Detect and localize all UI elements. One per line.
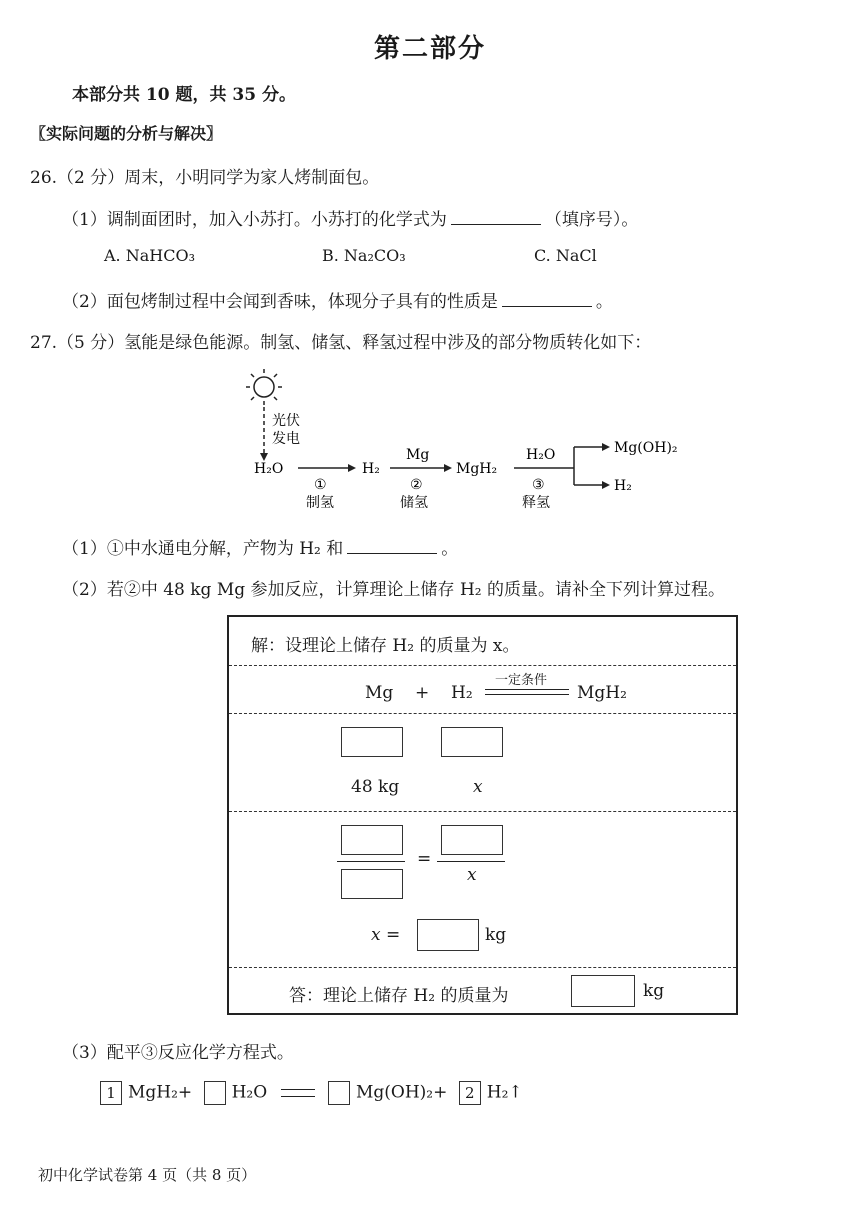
q26-part2-tail: 。 [595,292,613,312]
q27-part1-tail: 。 [441,539,459,559]
eq-double-line-bottom [485,694,569,695]
eq-h2: H₂ [451,683,473,703]
sun-icon [246,369,282,405]
step-3-number: ③ [532,477,545,493]
q26-option-a: A. NaHCO₃ [104,246,195,265]
step-2-label: 储氢 [400,495,428,511]
down-arrow-head [260,453,268,461]
x-equals-label: x = [371,925,401,945]
calc-row-answer [229,967,736,1013]
balance-term-h2: H₂↑ [486,1082,523,1103]
h2-intermediate: H₂ [362,461,380,477]
ratio-right-fraction-bar [437,861,505,862]
ratio-numerator-right-input[interactable] [441,825,503,855]
equation-equals-sign [281,1089,315,1097]
q26-stem: 26.（2 分）周末，小明同学为家人烤制面包。 [30,168,380,188]
h2o-reagent: H₂O [526,447,556,463]
step-1-label: 制氢 [306,495,334,511]
h2-product: H₂ [614,478,632,494]
step-3-label: 释氢 [522,495,550,511]
page-footer: 初中化学试卷第 4 页（共 8 页） [38,1166,257,1184]
q27-part3: （3）配平③反应化学方程式。 [62,1043,294,1063]
calc-row-ratio [229,811,736,968]
h2o-reactant: H₂O [254,461,284,477]
q27-stem: 27.（5 分）氢能是绿色能源。制氢、储氢、释氢过程中涉及的部分物质转化如下： [30,333,652,353]
q26-part1-text: （1）调制面团时，加入小苏打。小苏打的化学式为 [62,210,447,230]
answer-value-input[interactable] [571,975,635,1007]
answer-unit: kg [643,981,665,1001]
calc-row-equation [229,665,736,714]
ratio-numerator-left-input[interactable] [341,825,403,855]
section-heading: 〖实际问题的分析与解决〗 [30,124,223,143]
mass-mg-value: 48 kg [351,777,400,797]
coef-mgh2-box: 1 [100,1081,122,1105]
q26-part2 [62,287,613,312]
q27-part1-blank[interactable] [347,537,437,554]
mgoh2-product: Mg(OH)₂ [614,440,678,456]
q27-part1 [62,534,458,559]
arrow-1-head [348,464,356,472]
step-2-number: ② [410,477,423,493]
calculation-box [227,615,738,1015]
coef-h2-box: 2 [459,1081,481,1105]
part-summary: 本部分共 10 题，共 35 分。 [72,85,296,105]
coef-h2o-input[interactable] [204,1081,226,1105]
hydrogen-flow-diagram [230,365,710,515]
x-value-input[interactable] [417,919,479,951]
q26-part1-tail: （填序号）。 [544,210,639,230]
q26-part1 [62,205,638,230]
branch-upper-head [602,443,610,451]
mg-relative-mass-input[interactable] [341,727,403,757]
mg-reagent: Mg [406,447,430,463]
answer-text: 答：理论上储存 H₂ 的质量为 [289,986,509,1006]
ratio-left-fraction-bar [337,861,405,862]
arrow-2-head [444,464,452,472]
calc-row-masses [229,713,736,812]
balance-equation [100,1081,523,1105]
pv-label-1: 光伏 [272,413,300,429]
q26-part1-blank[interactable] [451,208,541,225]
q26-option-b: B. Na₂CO₃ [322,246,406,265]
q27-part2: （2）若②中 48 kg Mg 参加反应，计算理论上储存 H₂ 的质量。请补全下列计算过程。 [62,580,725,600]
q27-part1-text: （1）①中水通电分解，产物为 H₂ 和 [62,539,344,559]
calc-set-text: 解：设理论上储存 H₂ 的质量为 x。 [251,636,520,656]
eq-double-line-top [485,689,569,690]
eq-condition: 一定条件 [495,673,548,688]
ratio-denominator-left-input[interactable] [341,869,403,899]
pv-label-2: 发电 [272,431,300,447]
q26-part2-blank[interactable] [502,290,592,307]
x-unit: kg [485,925,507,945]
q26-option-c: C. NaCl [534,246,597,265]
balance-term-mgoh2: Mg(OH)₂+ [355,1082,448,1103]
q26-part2-text: （2）面包烤制过程中会闻到香味，体现分子具有的性质是 [62,292,498,312]
ratio-denominator-x: x [467,865,477,885]
eq-plus: + [415,683,430,703]
eq-mgh2: MgH₂ [577,683,627,703]
mgh2-intermediate: MgH₂ [456,461,498,477]
step-1-number: ① [314,477,327,493]
balance-term-h2o: H₂O [231,1082,268,1103]
ratio-equals: = [417,849,432,869]
coef-mgoh2-input[interactable] [328,1081,350,1105]
balance-term-mgh2: MgH₂+ [128,1082,193,1103]
branch-lower-head [602,481,610,489]
calc-row-set [229,617,736,666]
h2-relative-mass-input[interactable] [441,727,503,757]
eq-mg: Mg [365,683,394,703]
mass-x: x [473,777,483,797]
page-title: 第二部分 [373,34,486,64]
